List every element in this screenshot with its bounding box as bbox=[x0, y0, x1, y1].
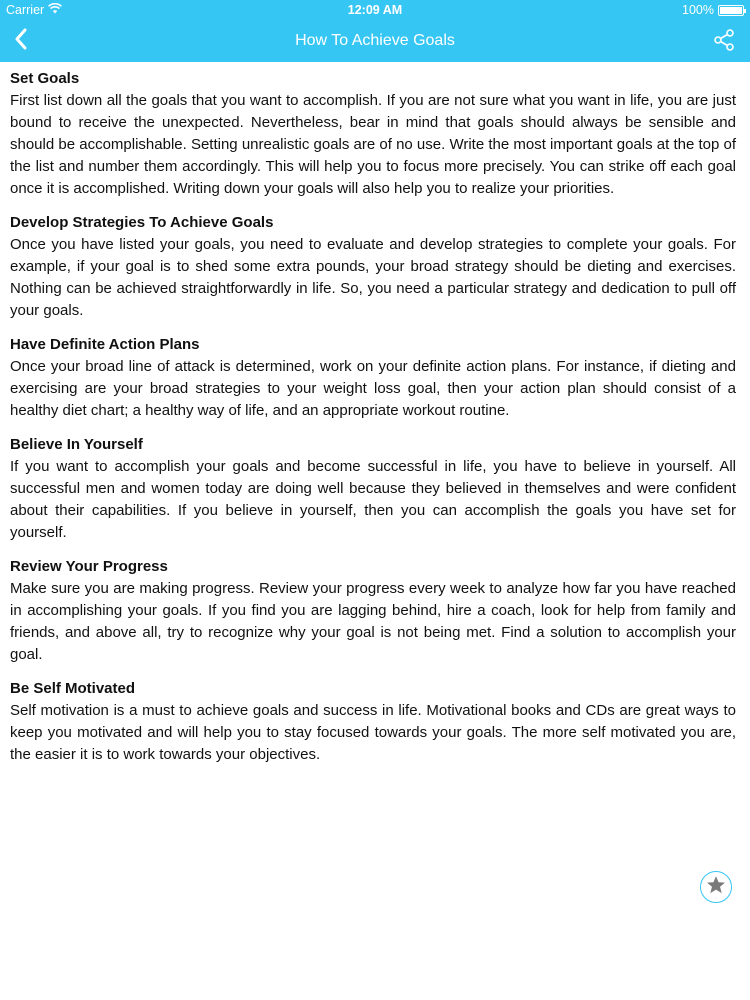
page-title: How To Achieve Goals bbox=[295, 32, 455, 49]
section-develop-strategies bbox=[10, 212, 736, 322]
section-body: If you want to accomplish your goals and become successful in life, you have to believe in yourself. All successful men and women today are doing well because they believed in themselves and were confident about their capabilities. If you believe in yourself, then you can accomplish the goals you have set for yourself. bbox=[10, 458, 736, 541]
battery-icon bbox=[718, 5, 744, 16]
section-body: Once you have listed your goals, you need to evaluate and develop strategies to complete your goals. For example, if your goal is to shed some extra pounds, your broad strategy should be dieting and exercises. Nothing can be achieved straightforwardly in life. So, you need a particular strategy and dedication to pull off your goals. bbox=[10, 236, 736, 319]
section-review-progress bbox=[10, 556, 736, 666]
section-body: Self motivation is a must to achieve goals and success in life. Motivational books and CDs are great ways to keep you motivated and will help you to stay focused towards your goals. The more self motivated you are, the easier it is to work towards your objectives. bbox=[10, 702, 736, 763]
section-title: Be Self Motivated bbox=[10, 680, 136, 697]
share-icon bbox=[712, 28, 736, 57]
share-button[interactable] bbox=[710, 28, 738, 56]
status-bar bbox=[0, 0, 750, 20]
nav-bar bbox=[0, 20, 750, 62]
star-icon bbox=[705, 874, 727, 901]
article-content bbox=[10, 68, 736, 778]
section-body: Make sure you are making progress. Review your progress every week to analyze how far you have reached in accomplishing your goals. If you find you are lagging behind, hire a coach, look for help from family and friends, and above all, try to recognize why your goal is not being met. Find a solution to accomplish your goal. bbox=[10, 580, 736, 663]
section-title: Believe In Yourself bbox=[10, 436, 143, 453]
section-body: First list down all the goals that you want to accomplish. If you are not sure what you want in life, you are just bound to receive the unexpected. Nevertheless, bear in mind that goals should always be sensible and should be accomplishable. Setting unrealistic goals are of no use. Write the most important goals at the top of the list and number them accordingly. This will help you to focus more precisely. You can strike off each goal once it is accomplished. Writing down your goals will also help you to realize your priorities. bbox=[10, 92, 736, 197]
header bbox=[0, 0, 750, 62]
status-right bbox=[682, 3, 744, 17]
section-set-goals bbox=[10, 68, 736, 200]
section-title: Have Definite Action Plans bbox=[10, 336, 200, 353]
section-title: Review Your Progress bbox=[10, 558, 168, 575]
section-action-plans bbox=[10, 334, 736, 422]
section-self-motivated bbox=[10, 678, 736, 766]
section-believe bbox=[10, 434, 736, 544]
section-title: Set Goals bbox=[10, 70, 80, 87]
section-title: Develop Strategies To Achieve Goals bbox=[10, 214, 274, 231]
section-body: Once your broad line of attack is determined, work on your definite action plans. For instance, if dieting and exercising are your broad strategies to your weight loss goal, then your action plan should consist of a healthy diet chart; a healthy way of life, and an appropriate workout routine. bbox=[10, 358, 736, 419]
status-time: 12:09 AM bbox=[347, 3, 403, 17]
carrier-label: Carrier bbox=[6, 3, 45, 17]
favorite-button[interactable] bbox=[700, 871, 732, 903]
battery-label: 100% bbox=[682, 3, 714, 17]
